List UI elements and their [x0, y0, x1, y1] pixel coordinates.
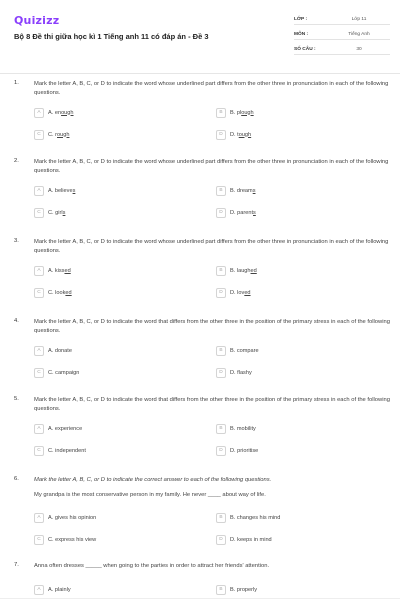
option-d[interactable]	[216, 129, 251, 140]
underlined-part: s	[72, 187, 76, 194]
option-letter-box: A	[34, 186, 44, 196]
option-letter-box: C	[34, 535, 44, 545]
underlined-part: ough	[238, 131, 252, 138]
option-text: C. looked	[48, 289, 72, 296]
option-letter-box: A	[34, 513, 44, 523]
meta-value: Tiếng Anh	[348, 31, 370, 37]
underlined-part: ed	[250, 267, 257, 274]
option-b[interactable]	[216, 265, 257, 276]
option-letter-box: A	[34, 266, 44, 276]
meta-key: LỚP :	[294, 16, 308, 22]
option-letter-box: D	[216, 208, 226, 218]
option-text: C. girls	[48, 209, 66, 216]
option-b[interactable]	[216, 107, 254, 118]
option-letter-box: C	[34, 446, 44, 456]
option-letter-box: A	[34, 424, 44, 434]
underlined-part: ough	[61, 109, 74, 116]
question-number: 3.	[14, 238, 19, 244]
option-d[interactable]	[216, 207, 256, 218]
question-text: Mark the letter A, B, C, or D to indicate the word that differs from the other three in the position of the primary stress in each of the following questions.	[34, 397, 390, 412]
page-bottom-edge	[0, 598, 400, 599]
header-divider	[0, 73, 400, 74]
underlined-part: s	[253, 209, 256, 216]
option-text: D. keeps in mind	[230, 536, 272, 543]
meta-table	[294, 14, 390, 59]
option-text: B. changes his mind	[230, 514, 281, 521]
option-letter-box: C	[34, 368, 44, 378]
option-letter-box: B	[216, 585, 226, 595]
underlined-part: ed	[65, 289, 72, 296]
option-text: A. experience	[48, 425, 83, 432]
option-letter-box: D	[216, 288, 226, 298]
option-text: C. independent	[48, 447, 86, 454]
option-letter-box: D	[216, 130, 226, 140]
option-letter-box: C	[34, 130, 44, 140]
option-letter-box: C	[34, 288, 44, 298]
option-text: D. parents	[230, 209, 256, 216]
option-text: A. donate	[48, 347, 72, 354]
option-text: C. campaign	[48, 369, 80, 376]
question-number: 2.	[14, 158, 19, 164]
option-text: B. properly	[230, 586, 258, 593]
quizizz-logo: Quizizz	[14, 14, 60, 27]
option-letter-box: D	[216, 535, 226, 545]
question-text: Anna often dresses _____ when going to the parties in order to attract her friends' attention.	[34, 563, 270, 569]
question-text: Mark the letter A, B, C, or D to indicate the correct answer to each of the following questions.	[34, 477, 272, 483]
option-letter-box: A	[34, 585, 44, 595]
meta-key: SỐ CÂU :	[294, 46, 316, 52]
option-c[interactable]	[34, 207, 65, 218]
question-text: Mark the letter A, B, C, or D to indicate the word whose underlined part differs from the other three in pronunciation in each of the following questions.	[34, 239, 389, 254]
option-c[interactable]	[34, 367, 79, 378]
option-text: C. express his view	[48, 536, 97, 543]
question-number: 5.	[14, 396, 19, 402]
option-letter-box: A	[34, 346, 44, 356]
underlined-part: ough	[57, 131, 70, 138]
option-letter-box: B	[216, 186, 226, 196]
option-b[interactable]	[216, 185, 256, 196]
option-text: D. tough	[230, 131, 252, 138]
option-text: A. gives his opinion	[48, 514, 97, 521]
underlined-part: s	[252, 187, 256, 194]
option-letter-box: B	[216, 424, 226, 434]
option-d[interactable]	[216, 534, 272, 545]
worksheet-header	[0, 0, 400, 70]
question-text: Mark the letter A, B, C, or D to indicate the word whose underlined part differs from the other three in pronunciation in each of the following questions.	[34, 159, 389, 174]
option-a[interactable]	[34, 423, 82, 434]
option-b[interactable]	[216, 584, 257, 595]
option-a[interactable]	[34, 584, 71, 595]
option-b[interactable]	[216, 345, 259, 356]
option-letter-box: B	[216, 513, 226, 523]
option-text: D. flashy	[230, 369, 252, 376]
meta-row-subject	[294, 29, 390, 40]
option-text: A. enough	[48, 109, 74, 116]
option-d[interactable]	[216, 367, 252, 378]
option-c[interactable]	[34, 534, 96, 545]
meta-value: 30	[356, 46, 362, 52]
option-letter-box: D	[216, 446, 226, 456]
option-text: B. plough	[230, 109, 254, 116]
option-letter-box: A	[34, 108, 44, 118]
question-number: 7.	[14, 562, 19, 568]
underlined-part: ough	[241, 109, 254, 116]
option-d[interactable]	[216, 287, 251, 298]
option-a[interactable]	[34, 265, 71, 276]
option-text: A. plainly	[48, 586, 71, 593]
option-text: A. believes	[48, 187, 76, 194]
meta-row-grade	[294, 14, 390, 25]
option-b[interactable]	[216, 512, 280, 523]
option-c[interactable]	[34, 129, 69, 140]
option-c[interactable]	[34, 445, 86, 456]
meta-value: Lớp 11	[351, 16, 367, 22]
option-text: D. loved	[230, 289, 251, 296]
option-text: C. rough	[48, 131, 70, 138]
option-letter-box: B	[216, 346, 226, 356]
option-text: B. dreams	[230, 187, 256, 194]
question-prompt: My grandpa is the most conservative person in my family. He never ____ about way of life.	[34, 492, 266, 498]
option-letter-box: B	[216, 266, 226, 276]
option-text: B. laughed	[230, 267, 257, 274]
underlined-part: s	[62, 209, 66, 216]
document-title: Bộ 8 Đề thi giữa học kì 1 Tiếng anh 11 có đáp án - Đề 3	[14, 32, 209, 41]
option-c[interactable]	[34, 287, 72, 298]
question-number: 1.	[14, 80, 19, 86]
question-number: 4.	[14, 318, 19, 324]
option-text: D. prioritise	[230, 447, 259, 454]
question-number: 6.	[14, 476, 19, 482]
question-text: Mark the letter A, B, C, or D to indicate the word that differs from the other three in the position of the primary stress in each of the following questions.	[34, 319, 390, 334]
option-a[interactable]	[34, 107, 74, 118]
meta-row-question-count	[294, 44, 390, 55]
option-text: B. compare	[230, 347, 259, 354]
option-letter-box: B	[216, 108, 226, 118]
question-text: Mark the letter A, B, C, or D to indicate the word whose underlined part differs from the other three in pronunciation in each of the following questions.	[34, 81, 389, 96]
option-text: A. kissed	[48, 267, 71, 274]
option-d[interactable]	[216, 445, 258, 456]
option-a[interactable]	[34, 185, 75, 196]
option-a[interactable]	[34, 345, 72, 356]
option-text: B. mobility	[230, 425, 256, 432]
underlined-part: ed	[64, 267, 71, 274]
option-letter-box: D	[216, 368, 226, 378]
underlined-part: ed	[244, 289, 251, 296]
option-a[interactable]	[34, 512, 96, 523]
option-b[interactable]	[216, 423, 256, 434]
option-letter-box: C	[34, 208, 44, 218]
meta-key: MÔN :	[294, 31, 309, 37]
